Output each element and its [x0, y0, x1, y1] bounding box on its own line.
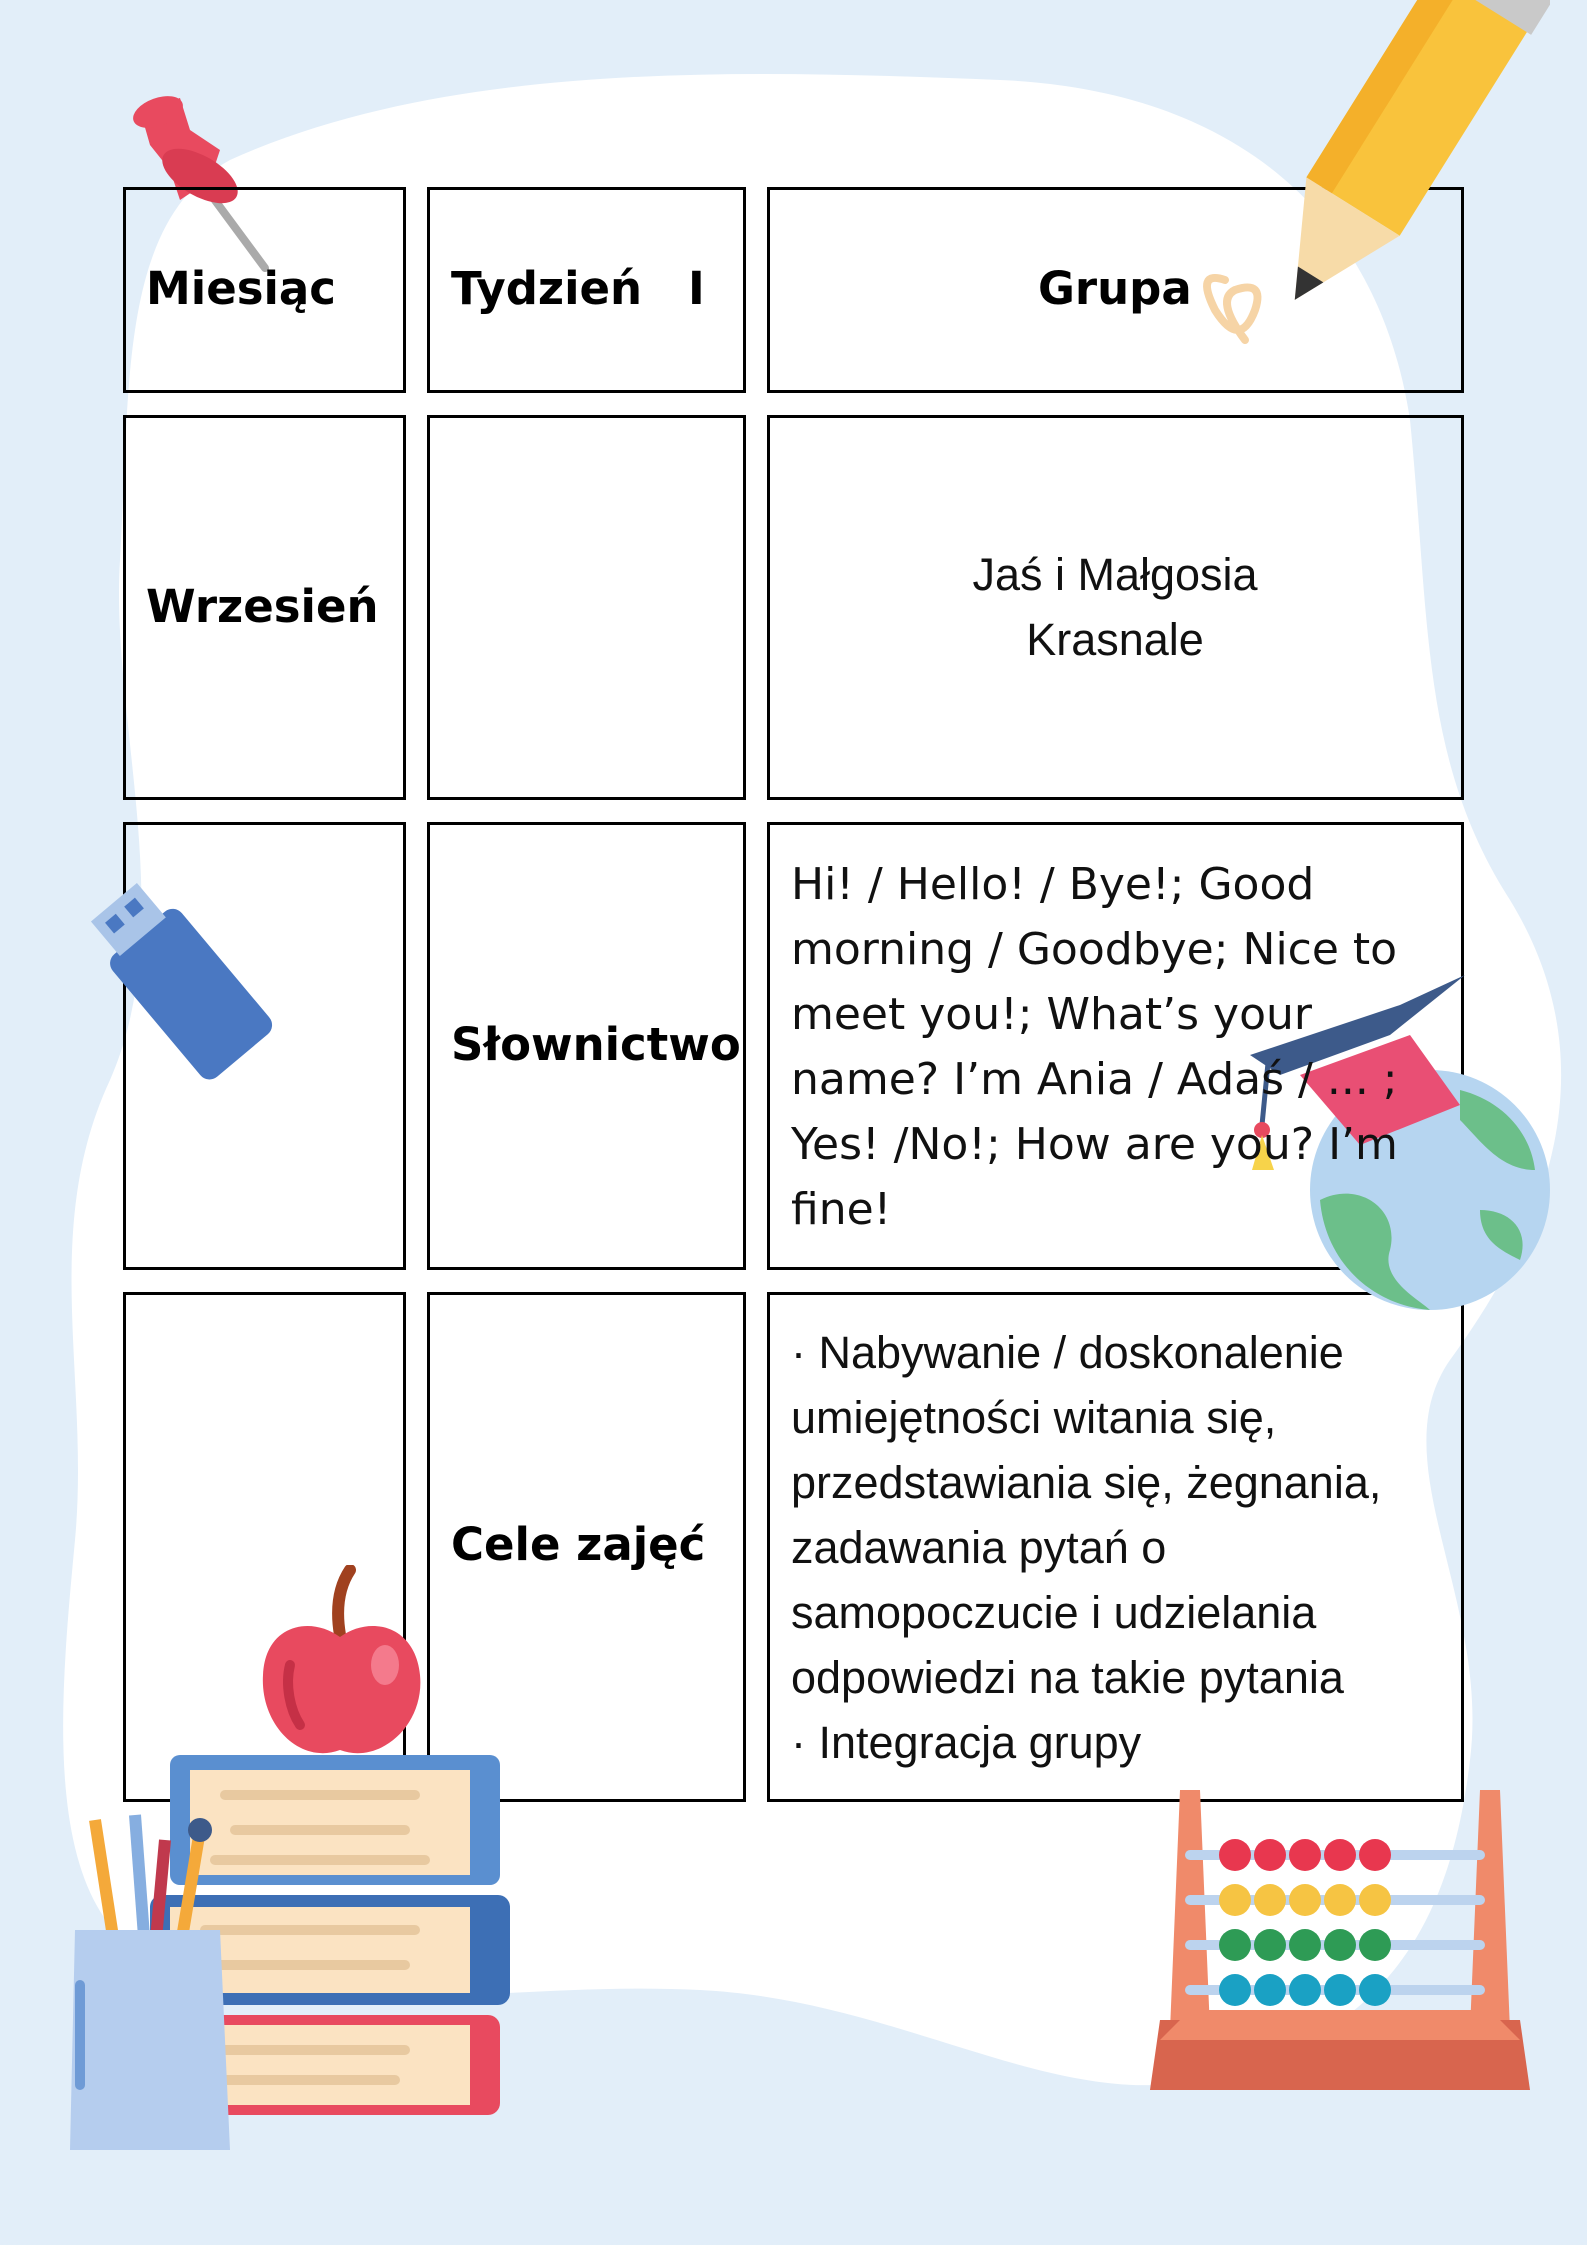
vocabulary-label: Słownictwo	[451, 1018, 741, 1071]
group-header-label: Grupa	[1038, 262, 1192, 315]
pencil-cup-icon	[60, 1800, 240, 2160]
goals-label: Cele zajęć	[451, 1518, 706, 1571]
usb-drive-icon	[60, 860, 290, 1090]
month-value: Wrzesień	[146, 580, 379, 633]
goals-line: · Nabywanie / doskonalenie	[791, 1327, 1344, 1378]
vocabulary-line: morning / Goodbye; Nice to	[791, 924, 1398, 975]
goals-line: przedstawiania się, żegnania,	[791, 1457, 1382, 1508]
goals-line: odpowiedzi na takie pytania	[791, 1652, 1344, 1703]
goals-text	[791, 1320, 1451, 1775]
cell-week-value	[427, 415, 746, 800]
vocabulary-line: Yes! /No!; How are you? I’m	[791, 1119, 1398, 1170]
week-header-label: Tydzień	[451, 262, 643, 315]
month-header-label: Miesiąc	[146, 262, 336, 315]
goals-line: umiejętności witania się,	[791, 1392, 1277, 1443]
vocabulary-text	[791, 852, 1451, 1242]
goals-line: · Integracja grupy	[791, 1717, 1142, 1768]
vocabulary-line: meet you!; What’s your	[791, 989, 1312, 1040]
group-name: Jaś i Małgosia	[972, 549, 1258, 600]
apple-icon	[255, 1565, 430, 1765]
goals-line: samopoczucie i udzielania	[791, 1587, 1317, 1638]
vocabulary-line: name? I’m Ania / Adaś / ... ;	[791, 1054, 1398, 1105]
abacus-icon	[1150, 1770, 1530, 2110]
vocabulary-line: Hi! / Hello! / Bye!; Good	[791, 859, 1315, 910]
group-name: Krasnale	[1026, 614, 1204, 665]
week-number: I	[688, 262, 705, 315]
vocabulary-line: fine!	[791, 1184, 892, 1235]
pencil-icon	[1170, 0, 1550, 360]
goals-line: zadawania pytań o	[791, 1522, 1167, 1573]
group-names	[870, 542, 1360, 672]
